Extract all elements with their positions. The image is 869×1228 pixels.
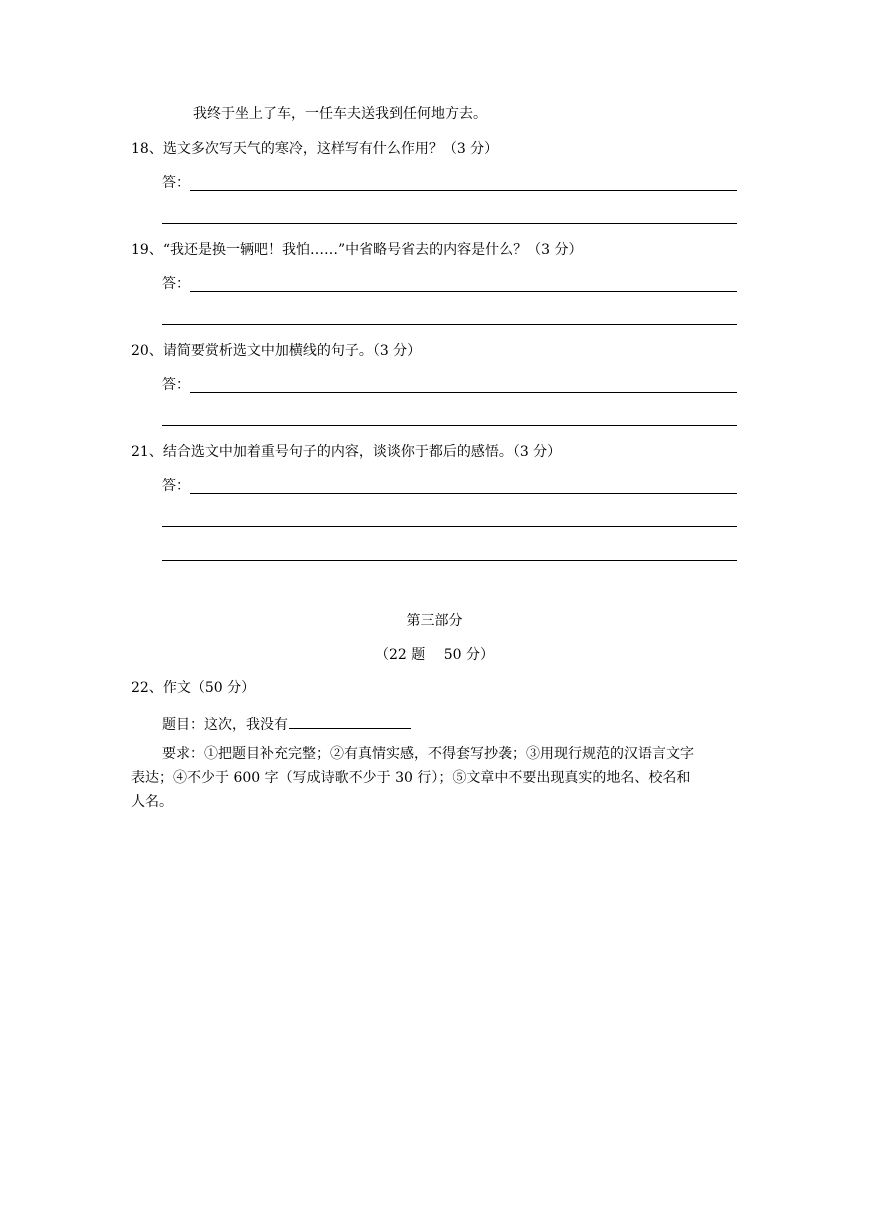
answer-label-20: 答： [162,377,190,393]
answer-label-18: 答： [162,175,190,191]
requirements-line-1: 要求：①把题目补充完整；②有真情实感，不得套写抄袭；③用现行规范的汉语言文字 [162,746,694,762]
answer-line-19-2[interactable] [162,324,737,325]
answer-line-21-2[interactable] [162,526,737,527]
answer-line-19-1[interactable] [190,291,737,292]
answer-line-18-1[interactable] [190,190,737,191]
question-18: 18、选文多次写天气的寒冷，这样写有什么作用？（3 分） [131,141,499,157]
question-20: 20、请简要赏析选文中加横线的句子。（3 分） [131,343,422,359]
topic-row [162,714,411,734]
requirements-line-3: 人名。 [131,794,173,810]
part3-subtitle: （22 题 50 分） [375,647,494,663]
part3-title: 第三部分 [406,613,463,629]
question-19: 19、“我还是换一辆吧！我怕……”中省略号省去的内容是什么？（3 分） [131,242,583,258]
answer-line-21-1[interactable] [190,493,737,494]
answer-line-20-1[interactable] [190,392,737,393]
intro-line: 我终于坐上了车，一任车夫送我到任何地方去。 [193,106,487,122]
answer-label-19: 答： [162,276,190,292]
answer-line-21-3[interactable] [162,560,737,561]
topic-label: 题目：这次，我没有 [162,717,288,733]
question-22: 22、作文（50 分） [131,680,256,696]
answer-line-18-2[interactable] [162,223,737,224]
answer-label-21: 答： [162,478,190,494]
question-21: 21、结合选文中加着重号句子的内容，谈谈你于都后的感悟。（3 分） [131,444,562,460]
requirements-line-2: 表达；④不少于 600 字（写成诗歌不少于 30 行）；⑤文章中不要出现真实的地名、校名和 [131,770,691,786]
answer-line-20-2[interactable] [162,425,737,426]
topic-blank[interactable] [289,714,411,729]
